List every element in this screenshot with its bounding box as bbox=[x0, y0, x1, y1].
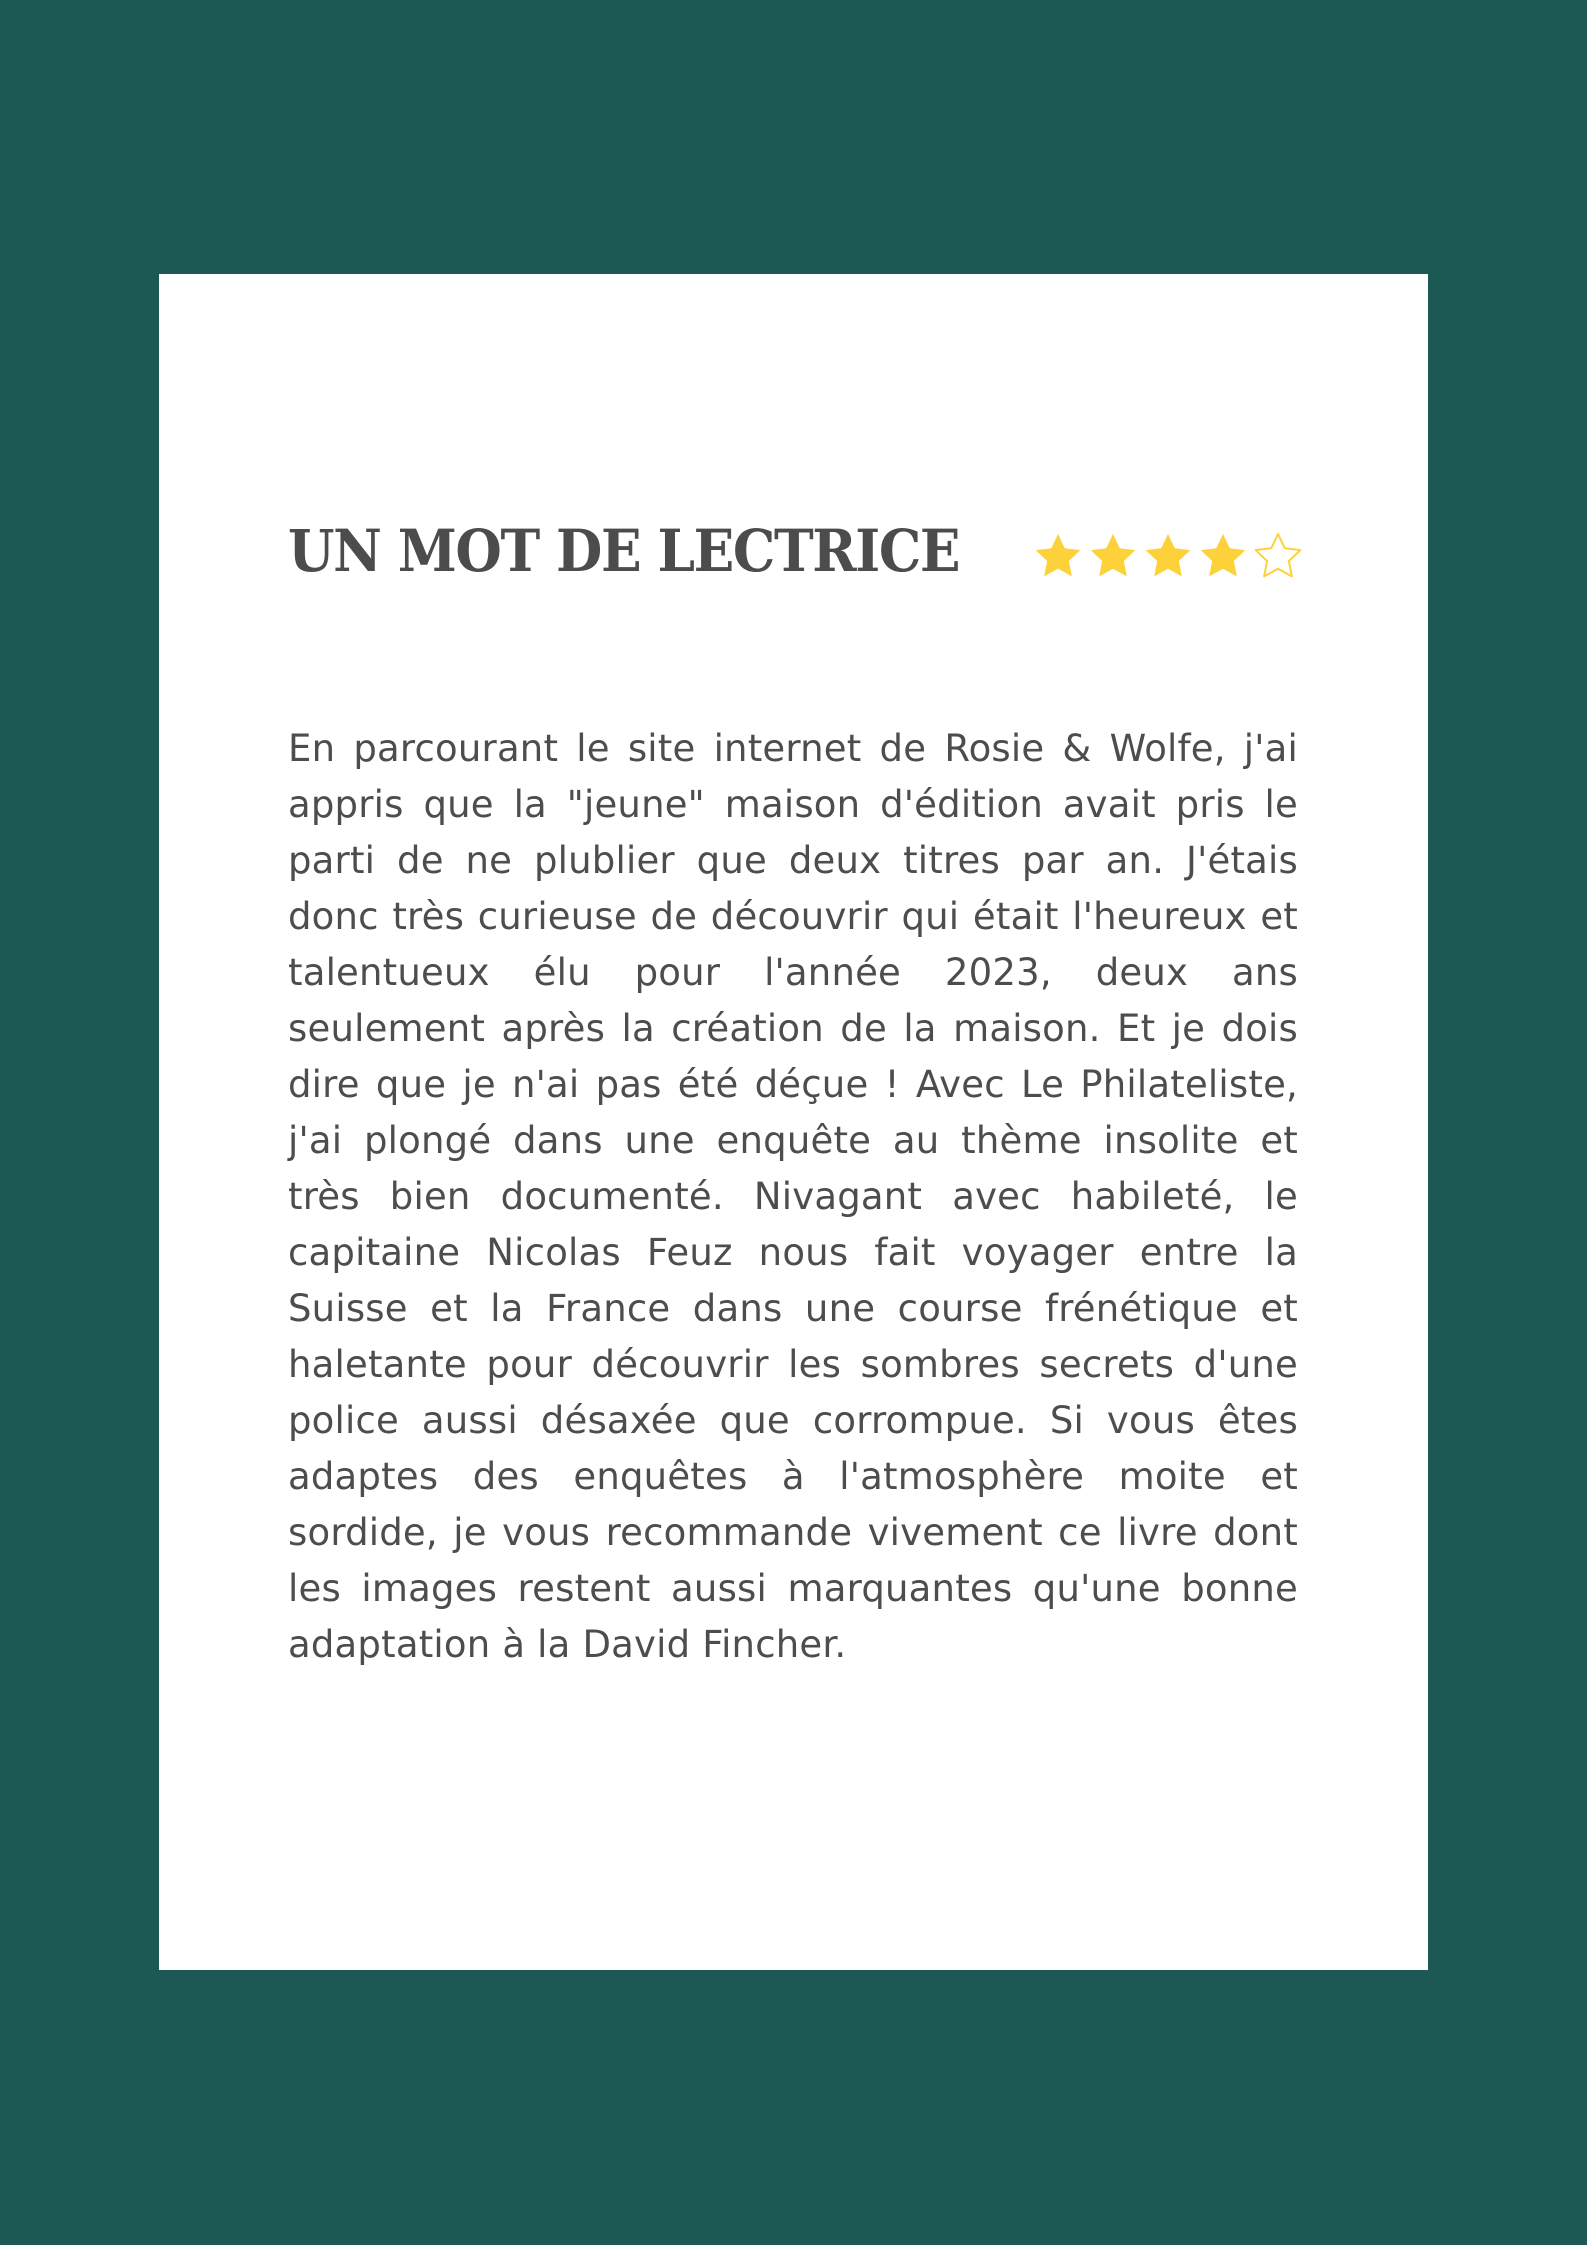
star-filled-icon bbox=[1087, 530, 1139, 582]
star-outline-icon bbox=[1252, 530, 1304, 582]
star-filled-icon bbox=[1197, 530, 1249, 582]
review-text: En parcourant le site internet de Rosie & Wolfe, j'ai appris que la "jeune" maison d'édition avait pris le parti de ne plublier que deux titres par an. J'étais donc très curieuse de découvrir qui était l'heureux et talentueux élu pour l'année 2023, deux ans seulement après la création de la maison. Et je dois dire que je n'ai pas été déçue ! Avec Le Philateliste, j'ai plongé dans une enquête au thème insolite et très bien documenté. Nivagant avec habileté, le capitaine Nicolas Feuz nous fait voyager entre la Suisse et la France dans une course frénétique et haletante pour découvrir les sombres secrets d'une police aussi désaxée que corrompue. Si vous êtes adaptes des enquêtes à l'atmosphère moite et sordide, je vous recommande vivement ce livre dont les images restent aussi marquantes qu'une bonne adaptation à la David Fincher. bbox=[288, 727, 1298, 1666]
star-filled-icon bbox=[1032, 530, 1084, 582]
review-card bbox=[159, 274, 1428, 1970]
star-rating bbox=[1032, 530, 1304, 582]
star-filled-icon bbox=[1142, 530, 1194, 582]
review-title: UN MOT DE LECTRICE bbox=[288, 517, 960, 585]
